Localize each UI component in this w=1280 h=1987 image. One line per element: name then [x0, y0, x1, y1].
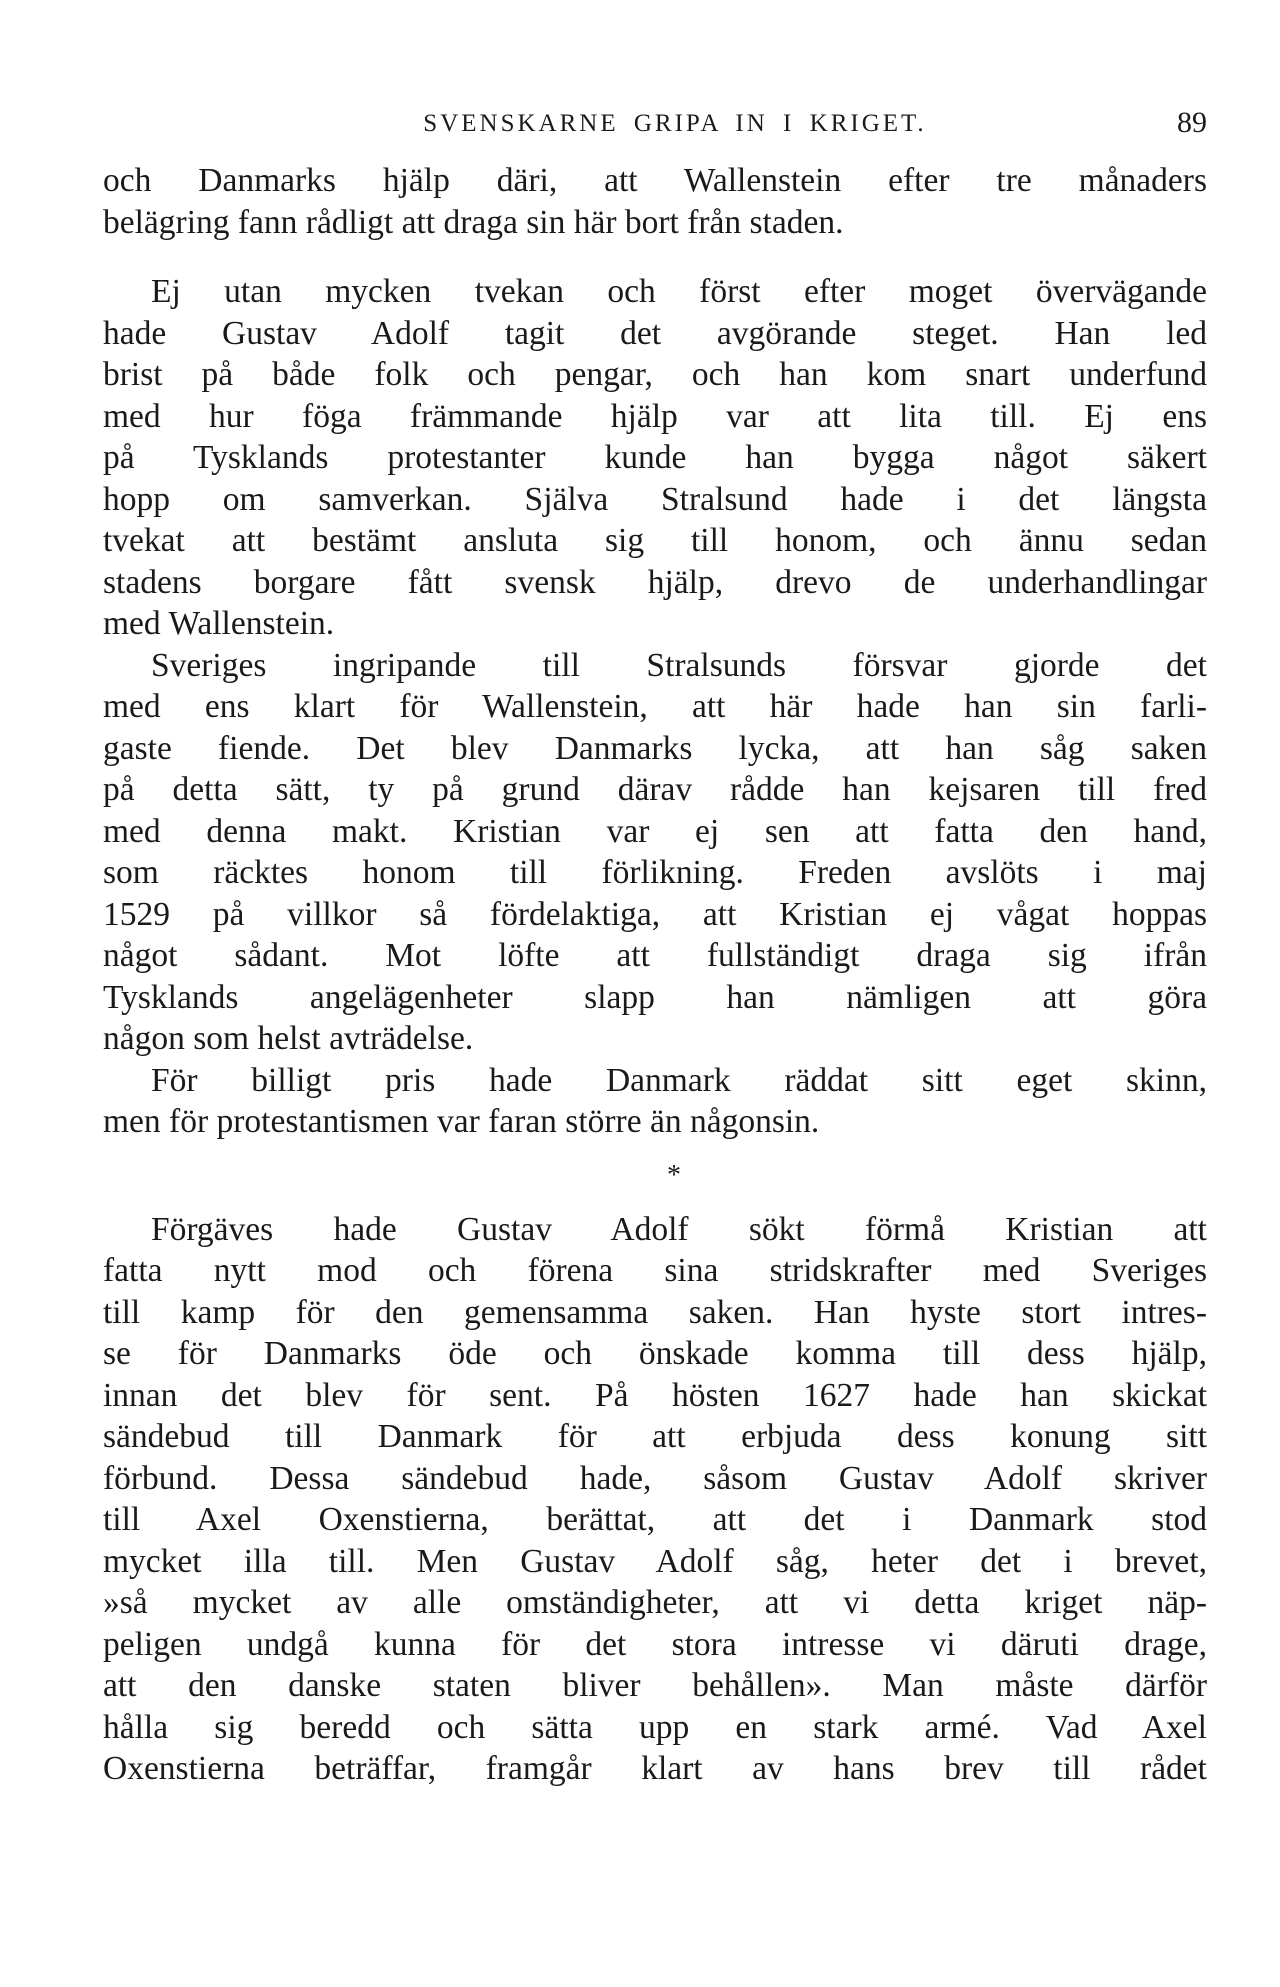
- text-line: »så mycket av alle omständigheter, att vi detta kriget näp-: [103, 1584, 1207, 1621]
- text-line: peligen undgå kunna för det stora intresse vi däruti drage,: [103, 1625, 1207, 1663]
- text-line: Ej utan mycken tvekan och först efter moget övervägande: [151, 273, 1207, 310]
- paragraph: [103, 160, 1207, 243]
- text-line: något sådant. Mot löfte att fullständigt draga sig ifrån: [103, 937, 1207, 974]
- paragraph-gap: [103, 243, 1207, 271]
- text-line: fatta nytt mod och förena sina stridskrafter med Sveriges: [103, 1252, 1207, 1289]
- text-line: hålla sig beredd och sätta upp en stark armé. Vad Axel: [103, 1708, 1207, 1746]
- book-page: [103, 100, 1207, 1790]
- text-line: på detta sätt, ty på grund därav rådde han kejsaren till fred: [103, 771, 1207, 808]
- text-line: Tysklands angelägenheter slapp han nämligen att göra: [103, 978, 1207, 1016]
- text-line: Oxenstierna beträffar, framgår klart av hans brev till rådet: [103, 1750, 1207, 1787]
- text-line: se för Danmarks öde och önskade komma till dess hjälp,: [103, 1335, 1207, 1372]
- paragraph: [103, 645, 1207, 1060]
- running-title: SVENSKARNE GRIPA IN I KRIGET.: [423, 110, 927, 137]
- text-line: men för protestantismen var faran större än någonsin.: [103, 1103, 820, 1140]
- text-line: med denna makt. Kristian var ej sen att fatta den hand,: [103, 812, 1207, 850]
- text-line: innan det blev för sent. På hösten 1627 hade han skickat: [103, 1376, 1207, 1414]
- text-line: någon som helst avträdelse.: [103, 1020, 474, 1057]
- text-line: med Wallenstein.: [103, 605, 335, 642]
- text-line: till Axel Oxenstierna, berättat, att det i Danmark stod: [103, 1501, 1207, 1538]
- running-head: [103, 100, 1207, 160]
- text-line: mycket illa till. Men Gustav Adolf såg, heter det i brevet,: [103, 1542, 1207, 1580]
- page-number: 89: [1177, 106, 1207, 139]
- text-line: med ens klart för Wallenstein, att här hade han sin farli-: [103, 688, 1207, 725]
- text-line: sändebud till Danmark för att erbjuda dess konung sitt: [103, 1418, 1207, 1455]
- text-line: För billigt pris hade Danmark räddat sitt eget skinn,: [151, 1061, 1207, 1099]
- paragraph: [103, 1209, 1207, 1790]
- text-line: belägring fann rådligt att draga sin här bort från staden.: [103, 203, 844, 241]
- text-line: gaste fiende. Det blev Danmarks lycka, att han såg saken: [103, 729, 1207, 767]
- text-line: Sveriges ingripande till Stralsunds försvar gjorde det: [151, 646, 1207, 684]
- section-separator: *: [667, 1159, 681, 1191]
- paragraph: [103, 271, 1207, 645]
- text-line: förbund. Dessa sändebud hade, såsom Gustav Adolf skriver: [103, 1459, 1207, 1497]
- text-line: brist på både folk och pengar, och han kom snart underfund: [103, 356, 1207, 393]
- text-line: och Danmarks hjälp däri, att Wallenstein efter tre månaders: [103, 162, 1207, 199]
- text-line: på Tysklands protestanter kunde han bygga något säkert: [103, 439, 1207, 476]
- text-line: till kamp för den gemensamma saken. Han hyste stort intres-: [103, 1293, 1207, 1331]
- paragraph: [103, 1060, 1207, 1143]
- text-line: med hur föga främmande hjälp var att lita till. Ej ens: [103, 397, 1207, 435]
- text-line: Förgäves hade Gustav Adolf sökt förmå Kristian att: [151, 1210, 1207, 1248]
- text-line: 1529 på villkor så fördelaktiga, att Kristian ej vågat hoppas: [103, 895, 1207, 933]
- text-line: att den danske staten bliver behållen». Man måste därför: [103, 1667, 1207, 1704]
- text-line: hopp om samverkan. Själva Stralsund hade i det längsta: [103, 480, 1207, 518]
- text-line: som räcktes honom till förlikning. Freden avslöts i maj: [103, 854, 1207, 891]
- text-line: hade Gustav Adolf tagit det avgörande steget. Han led: [103, 314, 1207, 352]
- text-line: stadens borgare fått svensk hjälp, drevo de underhandlingar: [103, 563, 1207, 601]
- text-line: tvekat att bestämt ansluta sig till honom, och ännu sedan: [103, 522, 1207, 559]
